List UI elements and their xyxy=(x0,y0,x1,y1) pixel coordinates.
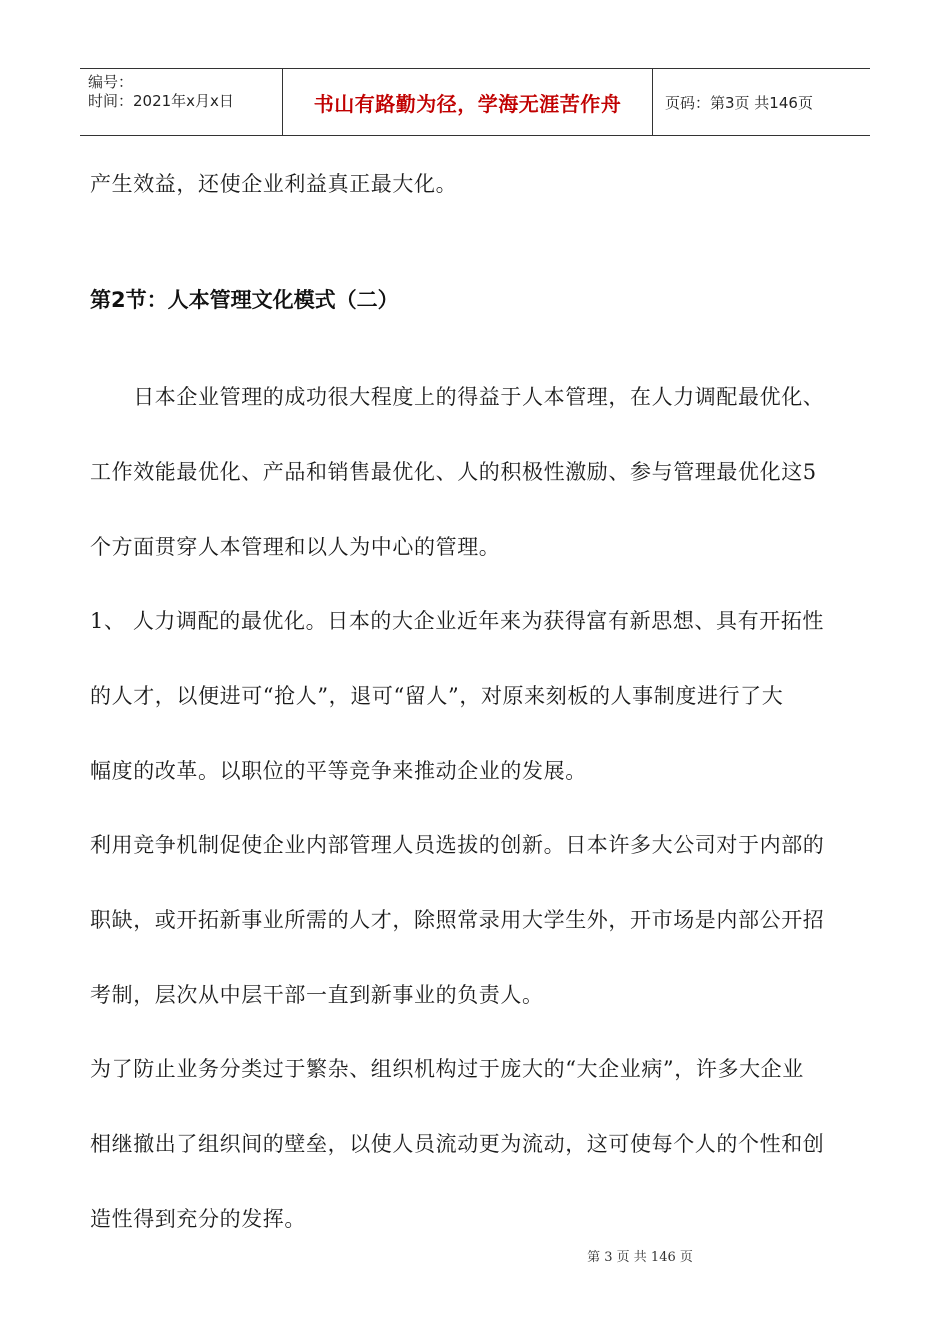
document-number-label: 编号： xyxy=(88,73,134,91)
paragraph-line: 工作效能最优化、产品和销售最优化、人的积极性激励、参与管理最优化这5 xyxy=(90,460,817,484)
header-motto: 书山有路勤为径，学海无涯苦作舟 xyxy=(283,69,653,135)
paragraph-line: 考制，层次从中层干部一直到新事业的负责人。 xyxy=(90,983,544,1007)
paragraph-line: 造性得到充分的发挥。 xyxy=(90,1207,306,1231)
paragraph-line: 产生效益，还使企业利益真正最大化。 xyxy=(90,172,458,196)
paragraph-line: 1、 人力调配的最优化。日本的大企业近年来为获得富有新思想、具有开拓性 xyxy=(90,609,825,633)
paragraph-line: 利用竞争机制促使企业内部管理人员选拔的创新。日本许多大公司对于内部的 xyxy=(90,833,825,857)
header-meta-cell xyxy=(80,69,283,135)
document-date-label: 时间：2021年x月x日 xyxy=(88,92,234,110)
paragraph-line: 职缺，或开拓新事业所需的人才，除照常录用大学生外，开市场是内部公开招 xyxy=(90,908,825,932)
paragraph-line: 幅度的改革。以职位的平等竞争来推动企业的发展。 xyxy=(90,759,587,783)
paragraph-line: 的人才，以便进可“抢人”，退可“留人”，对原来刻板的人事制度进行了大 xyxy=(90,684,784,708)
paragraph-line: 相继撤出了组织间的壁垒，以使人员流动更为流动，这可使每个人的个性和创 xyxy=(90,1132,825,1156)
page-header xyxy=(80,68,870,136)
header-page-label: 页码：第3页 共146页 xyxy=(665,93,813,112)
paragraph-line: 日本企业管理的成功很大程度上的得益于人本管理，在人力调配最优化、 xyxy=(90,385,825,409)
section-heading: 第2节：人本管理文化模式（二） xyxy=(90,288,399,312)
page-footer: 第 3 页 共 146 页 xyxy=(587,1250,693,1265)
paragraph-line: 为了防止业务分类过于繁杂、组织机构过于庞大的“大企业病”，许多大企业 xyxy=(90,1057,804,1081)
paragraph-line: 个方面贯穿人本管理和以人为中心的管理。 xyxy=(90,535,501,559)
